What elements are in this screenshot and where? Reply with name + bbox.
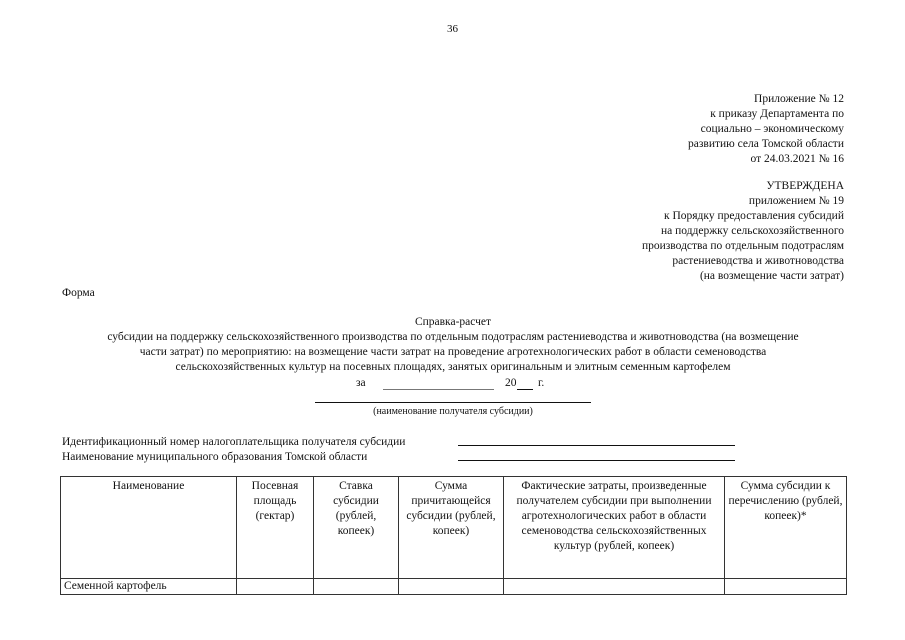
header-area: Посевная площадь (гектар)	[237, 477, 314, 579]
appendix-line: развитию села Томской области	[688, 138, 844, 150]
inn-field[interactable]	[458, 445, 735, 446]
approval-line: на поддержку сельскохозяйственного	[660, 225, 844, 237]
table-cell-due-amount[interactable]	[399, 579, 504, 595]
appendix-line: Приложение № 12	[754, 93, 844, 105]
approval-line: к Порядку предоставления субсидий	[664, 210, 844, 222]
table-header-row	[61, 477, 847, 579]
inn-label: Идентификационный номер налогоплательщика получателя субсидии	[62, 436, 406, 448]
appendix-line: социально – экономическому	[700, 123, 844, 135]
period-month-blank[interactable]	[383, 389, 494, 390]
table-cell-name: Семенной картофель	[61, 579, 237, 595]
table-cell-transfer-amount[interactable]	[725, 579, 847, 595]
approval-heading: УТВЕРЖДЕНА	[766, 180, 844, 192]
appendix-block	[688, 92, 844, 167]
header-rate: Ставка субсидии (рублей, копеек)	[314, 477, 399, 579]
subsidy-table	[60, 476, 847, 595]
appendix-line: от 24.03.2021 № 16	[750, 153, 844, 165]
period-prefix: за	[356, 377, 366, 389]
table-cell-rate[interactable]	[314, 579, 399, 595]
header-transfer-amount: Сумма субсидии к перечислению (рублей, копеек)*	[725, 477, 847, 579]
municipality-label: Наименование муниципального образования Томской области	[62, 451, 368, 463]
appendix-line: к приказу Департамента по	[710, 108, 844, 120]
approval-line: растениеводства и животноводства	[672, 255, 844, 267]
header-actual-costs: Фактические затраты, произведенные получателем субсидии при выполнении агротехнологических работ в области семеноводства сельскохозяйственных культур (рублей, копеек)	[504, 477, 725, 579]
document-title	[60, 315, 846, 375]
period-suffix: г.	[538, 377, 545, 389]
period-year-blank[interactable]	[517, 389, 533, 390]
period-line	[0, 376, 905, 391]
period-year-prefix: 20	[505, 377, 517, 389]
header-due-amount: Сумма причитающейся субсидии (рублей, копеек)	[399, 477, 504, 579]
approval-line: (на возмещение части затрат)	[699, 270, 844, 282]
table-cell-area[interactable]	[237, 579, 314, 595]
approval-block	[642, 179, 844, 284]
approval-line: производства по отдельным подотраслям	[641, 240, 844, 252]
recipient-caption: (наименование получателя субсидии)	[373, 406, 533, 417]
page-number: 36	[447, 23, 458, 35]
recipient-name-line[interactable]	[315, 402, 591, 403]
table-cell-actual-costs[interactable]	[504, 579, 725, 595]
title-line: субсидии на поддержку сельскохозяйственного производства по отдельным подотраслям растениеводства и животноводства (на возмещение	[107, 331, 799, 343]
form-label: Форма	[62, 287, 95, 299]
title-heading: Справка-расчет	[414, 316, 492, 328]
approval-line: приложением № 19	[748, 195, 844, 207]
municipality-field[interactable]	[458, 460, 735, 461]
table-row	[61, 579, 847, 595]
header-name: Наименование	[61, 477, 237, 579]
title-line: части затрат) по мероприятию: на возмещение части затрат на проведение агротехнологических работ в области семеноводства	[139, 346, 767, 358]
title-line: сельскохозяйственных культур на посевных площадях, занятых оригинальным и элитным семенным картофелем	[175, 361, 731, 373]
